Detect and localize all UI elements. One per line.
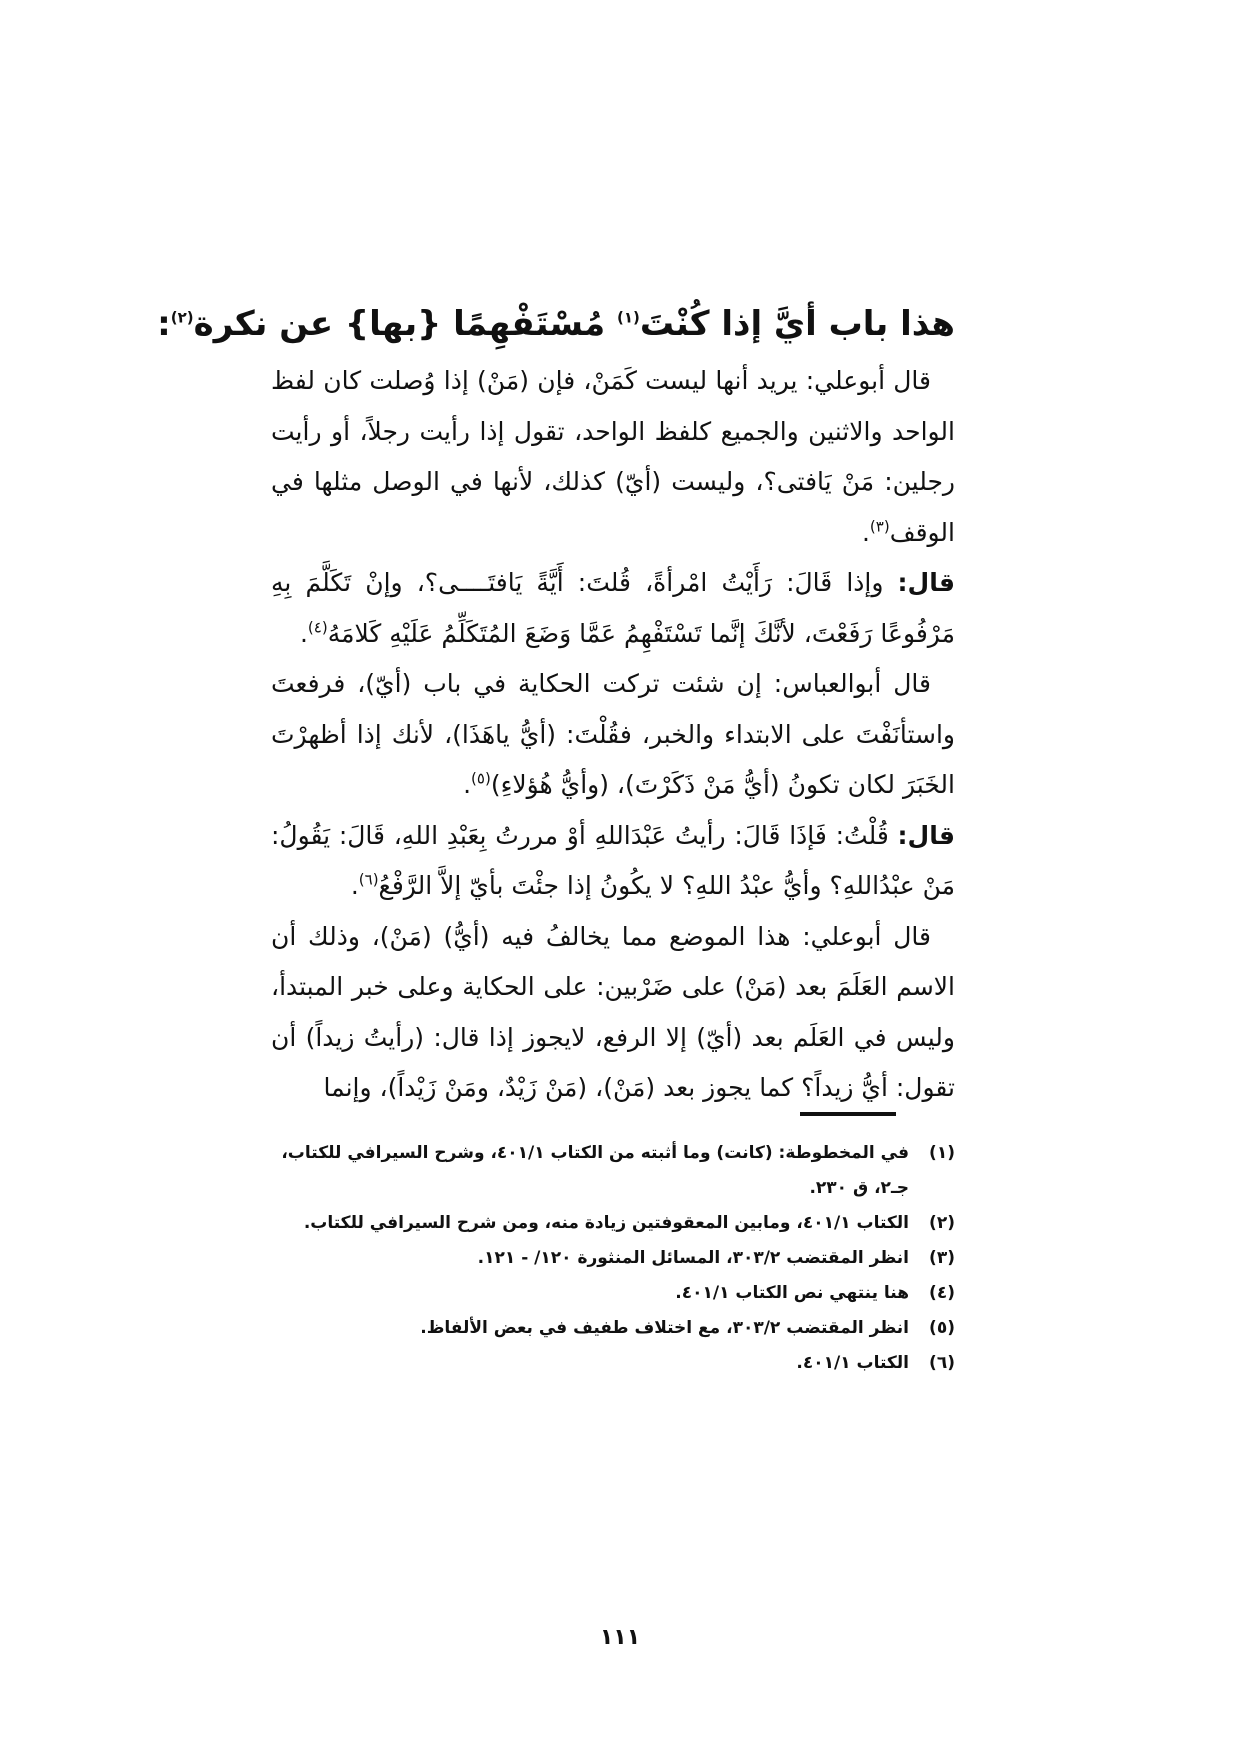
footnote-divider xyxy=(800,1112,896,1116)
footnote-number: (٥) xyxy=(929,1318,955,1338)
footnote xyxy=(271,1206,955,1241)
footnote xyxy=(271,1311,955,1346)
heading-end: : xyxy=(157,304,171,344)
main-text xyxy=(271,356,955,1114)
paragraph xyxy=(271,558,955,659)
footnote-ref-5[interactable]: (٥) xyxy=(471,769,491,788)
footnote-ref-6[interactable]: (٦) xyxy=(358,870,379,889)
paragraph-text: قال أبوعلي: يريد أنها ليست كَمَنْ، فإن (مَنْ) إذا وُصلت كان لفظ الواحد والاثنين والجميع كلفظ الواحد، تقول إذا رأيت رجلاً، أو رأيت رجلين: مَنْ يَافتى؟، وليست (أيّ) كذلك، لأنها في الوصل مثلها في الوقف xyxy=(271,366,955,547)
footnote-text: انظر المقتضب ٣٠٣/٢، المسائل المنثورة ١٢٠/ - ١٢١. xyxy=(477,1248,909,1268)
footnote-number: (٤) xyxy=(929,1283,955,1303)
footnote xyxy=(271,1136,955,1206)
footnote-number: (١) xyxy=(929,1143,955,1163)
footnotes xyxy=(271,1136,955,1381)
footnote-ref-4[interactable]: (٤) xyxy=(307,618,328,637)
footnote-ref-1[interactable]: (١) xyxy=(616,308,640,327)
qal-label: قال: xyxy=(897,568,955,597)
footnote-text: انظر المقتضب ٣٠٣/٢، مع اختلاف طفيف في بعض الألفاظ. xyxy=(420,1318,909,1338)
qal-label: قال: xyxy=(897,820,955,850)
paragraph xyxy=(271,356,955,558)
paragraph xyxy=(271,659,955,811)
footnote-text: في المخطوطة: (كانت) وما أثبته من الكتاب ٤٠١/١، وشرح السيرافي للكتاب، جـ٢، ق ٢٣٠. xyxy=(281,1143,909,1198)
footnote-text: الكتاب ٤٠١/١، ومابين المعقوفتين زيادة منه، ومن شرح السيرافي للكتاب. xyxy=(303,1213,909,1233)
footnote-ref-3[interactable]: (٣) xyxy=(869,517,890,536)
footnote-text: الكتاب ٤٠١/١. xyxy=(796,1353,909,1373)
paragraph-text: قُلْتُ: فَإذَا قَالَ: رأيتُ عَبْدَاللهِ أوْ مررتُ بِعَبْدِ اللهِ، قَالَ: يَقُولُ: مَنْ عبْدُاللهِ؟ وأيُّ عبْدُ اللهِ؟ لا يكُونُ إذا جئْتَ بأيّ إلاَّ الرَّفْعُ xyxy=(271,820,955,900)
page-number: ١١١ xyxy=(599,1625,641,1650)
footnote xyxy=(271,1241,955,1276)
footnote-ref-2[interactable]: (٢) xyxy=(170,308,194,327)
paragraph xyxy=(271,811,955,912)
footnote xyxy=(271,1276,955,1311)
paragraph-end: . xyxy=(350,871,359,900)
footnote-number: (٢) xyxy=(929,1213,955,1233)
footnote-text: هنا ينتهي نص الكتاب ٤٠١/١. xyxy=(675,1283,909,1303)
paragraph-end: . xyxy=(861,517,870,547)
footnote xyxy=(271,1346,955,1381)
paragraph-end: . xyxy=(299,618,308,648)
paragraph xyxy=(271,912,955,1114)
footnote-number: (٣) xyxy=(929,1248,955,1268)
paragraph-text: وإذا قَالَ: رَأَيْتُ امْرأةً، قُلتَ: أَيَّةً يَافتَــــى؟، وإنْ تَكَلَّمَ بِهِ مَرْفُوعًا رَفَعْتَ، لأنَّكَ إنَّما تَسْتَفْهِمُ عَمَّا وَضَعَ المُتَكَلِّمُ عَلَيْهِ كَلامَهُ xyxy=(271,568,955,648)
heading-part-1: هذا باب أيَّ إذا كُنْتَ xyxy=(639,304,955,344)
paragraph-text: قال أبوالعباس: إن شئت تركت الحكاية في باب (أيّ)، فرفعتَ واستأنَفْتَ على الابتداء والخبر، فقُلْتَ: (أيُّ ياهَذَا)، لأنك إذا أظهرْتَ الخَبَرَ لكان تكونُ (أيُّ مَنْ ذَكَرْتَ)، (وأيُّ هُؤلاءِ) xyxy=(271,669,955,799)
heading-part-2: مُسْتَفْهِمًا {بها} عن نكرة xyxy=(193,304,617,344)
paragraph-text: قال أبوعلي: هذا الموضع مما يخالفُ فيه (أيُّ) (مَنْ)، وذلك أن الاسم العَلَمَ بعد (مَنْ) على ضَرْبين: على الحكاية وعلى خبر المبتدأ، وليس في العَلَم بعد (أيّ) إلا الرفع، لايجوز إذا قال: (رأيتُ زيداً) أن تقول: أيُّ زيداً؟ كما يجوز بعد (مَنْ)، (مَنْ زَيْدٌ، ومَنْ زَيْداً)، وإنما xyxy=(271,921,955,1102)
paragraph-end: . xyxy=(463,770,472,799)
chapter-heading xyxy=(157,300,955,348)
footnote-number: (٦) xyxy=(929,1353,955,1373)
